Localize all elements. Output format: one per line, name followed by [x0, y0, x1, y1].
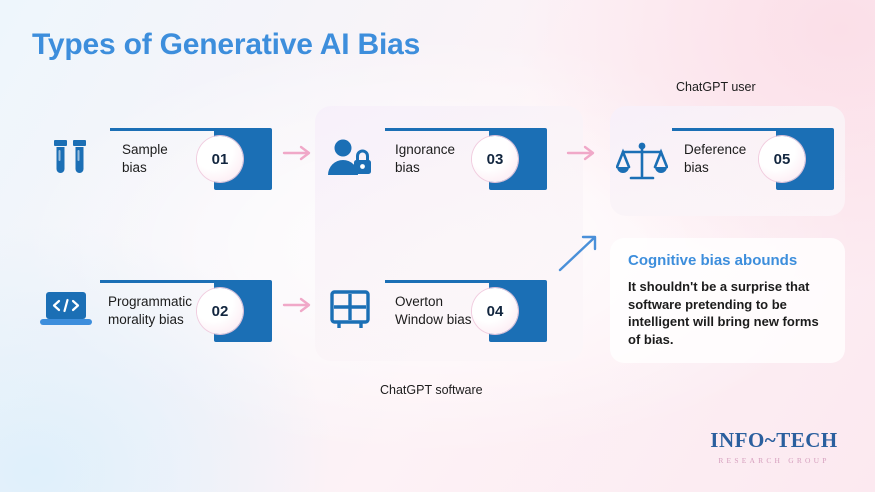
- card-04-number: 04: [472, 288, 518, 334]
- card-03-label-line1: Ignorance: [395, 142, 456, 157]
- info-tech-logo: [694, 428, 854, 465]
- card-03-number: 03: [472, 136, 518, 182]
- card-04-number-box: [486, 280, 547, 342]
- card-02-label: [108, 293, 192, 329]
- arrow-01-to-03: [282, 142, 316, 169]
- card-03[interactable]: [385, 128, 545, 190]
- card-02-number: 02: [197, 288, 243, 334]
- callout-cognitive-bias: [610, 238, 845, 363]
- card-03-number-box: [486, 128, 547, 190]
- scales-icon: [616, 140, 668, 189]
- arrow-03-to-05: [566, 142, 600, 169]
- card-05[interactable]: [672, 128, 832, 190]
- card-02-label-line1: Programmatic: [108, 294, 193, 309]
- card-05-number: 05: [759, 136, 805, 182]
- card-05-label-line1: Deference: [684, 142, 747, 157]
- logo-wordmark: INFO~TECH: [710, 428, 838, 452]
- card-04-label-line1: Overton: [395, 294, 444, 309]
- card-04[interactable]: [385, 280, 545, 342]
- card-03-label: [395, 141, 455, 177]
- test-tubes-icon: [48, 138, 94, 187]
- card-04-label: [395, 293, 472, 329]
- card-05-number-box: [773, 128, 834, 190]
- arrow-02-to-04: [282, 294, 316, 321]
- card-02-label-line2: morality bias: [108, 312, 184, 327]
- books-icon: [326, 288, 374, 335]
- card-01-label: [122, 141, 168, 177]
- group-label-chatgpt-user: ChatGPT user: [676, 80, 756, 94]
- card-01-label-line2: bias: [122, 160, 147, 175]
- page-title: Types of Generative AI Bias: [32, 28, 421, 61]
- card-03-label-line2: bias: [395, 160, 420, 175]
- callout-title: Cognitive bias abounds: [628, 252, 798, 269]
- card-04-label-line2: Window bias: [395, 312, 472, 327]
- group-label-chatgpt-software: ChatGPT software: [380, 383, 483, 397]
- card-05-label-line2: bias: [684, 160, 709, 175]
- card-02[interactable]: [100, 280, 270, 342]
- card-01-number: 01: [197, 136, 243, 182]
- callout-body: It shouldn't be a surprise that software pretending to be intelligent will bring new forms of bias.: [628, 279, 819, 347]
- arrow-to-callout: [556, 232, 602, 279]
- card-02-number-box: [211, 280, 272, 342]
- person-lock-icon: [326, 138, 374, 187]
- card-01-number-box: [211, 128, 272, 190]
- logo-tagline: RESEARCH GROUP: [718, 456, 830, 465]
- card-01[interactable]: [110, 128, 270, 190]
- laptop-code-icon: [38, 288, 94, 335]
- card-05-label: [684, 141, 746, 177]
- card-01-label-line1: Sample: [122, 142, 168, 157]
